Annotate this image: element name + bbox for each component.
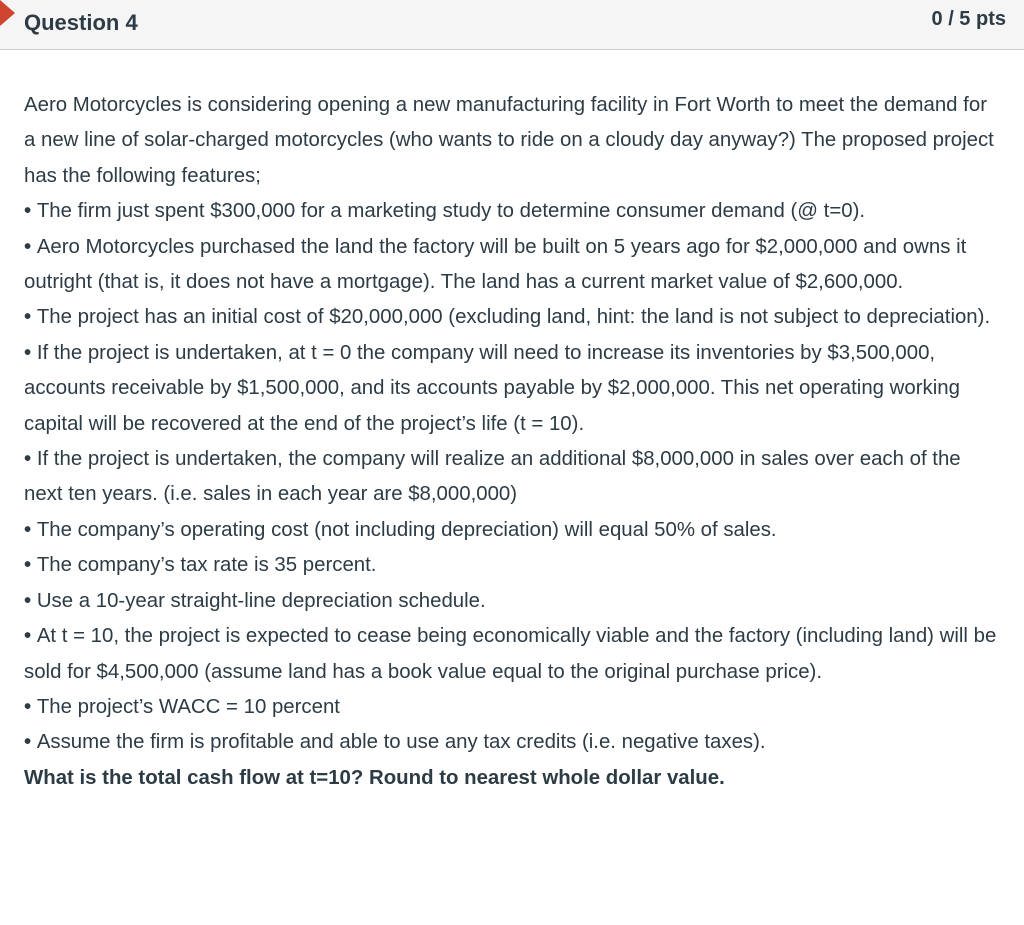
bullet-item (24, 619, 1000, 690)
bullet-text: The company’s tax rate is 35 percent. (36, 554, 377, 577)
bullet-text: If the project is undertaken, the company will realize an additional $8,000,000 in sales over each of the next ten years. (i.e. sales in each year are $8,000,000) (24, 448, 961, 506)
bullet-item (24, 725, 1000, 760)
bullet-text: Assume the firm is profitable and able to use any tax credits (i.e. negative taxes). (36, 731, 766, 754)
bullet-text: The project has an initial cost of $20,000,000 (excluding land, hint: the land is not subject to depreciation). (36, 306, 991, 329)
question-intro: Aero Motorcycles is considering opening a new manufacturing facility in Fort Worth to meet the demand for a new line of solar-charged motorcycles (who wants to ride on a cloudy day anyway?) The proposed project has the following features; (24, 94, 994, 187)
bullet-text: The firm just spent $300,000 for a marketing study to determine consumer demand (@ t=0). (36, 200, 866, 223)
question-prompt: What is the total cash flow at t=10? Round to nearest whole dollar value. (24, 766, 725, 789)
bullet-item (24, 584, 1000, 619)
bullet-item (24, 194, 1000, 229)
bullet-text: Aero Motorcycles purchased the land the factory will be built on 5 years ago for $2,000,000 and owns it outright (that is, it does not have a mortgage). The land has a current market value of $2,600,000. (24, 235, 967, 294)
bullet-item (24, 336, 1000, 442)
bullet-item (24, 513, 1000, 548)
bullet-text: The company’s operating cost (not including depreciation) will equal 50% of sales. (36, 518, 777, 541)
bullet-item (24, 300, 1000, 335)
bullet-item (24, 230, 1000, 301)
question-body (24, 88, 1000, 796)
question-title: Question 4 (24, 10, 138, 35)
question-flag-icon[interactable] (0, 0, 15, 26)
bullet-text: At t = 10, the project is expected to cease being economically viable and the factory (including land) will be sold for $4,500,000 (assume land has a book value equal to the original purchase price). (24, 625, 997, 683)
bullet-item (24, 690, 1000, 725)
bullet-text: The project’s WACC = 10 percent (36, 695, 340, 718)
bullet-text: If the project is undertaken, at t = 0 the company will need to increase its inventories by $3,500,000, accounts receivable by $1,500,000, and its accounts payable by $2,000,000. This net operating working capital will be recovered at the end of the project’s life (t = 10). (24, 341, 960, 435)
question-points: 0 / 5 pts (931, 8, 1006, 30)
bullet-text: Use a 10-year straight-line depreciation schedule. (36, 589, 486, 612)
question-header (0, 0, 1024, 50)
bullet-item (24, 548, 1000, 583)
bullet-item (24, 442, 1000, 513)
